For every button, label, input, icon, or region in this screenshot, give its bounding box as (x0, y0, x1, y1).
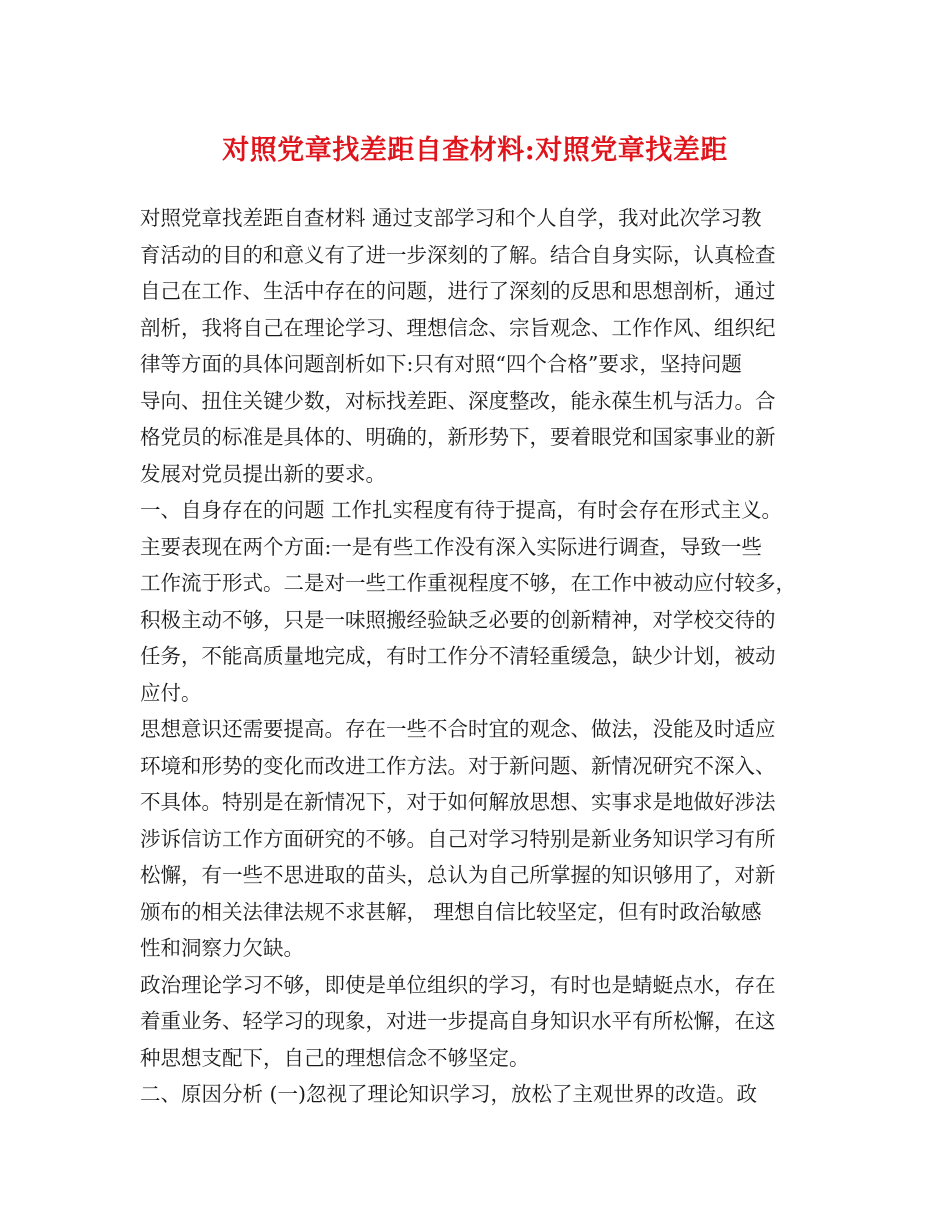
text-line: 对照党章找差距自查材料 通过支部学习和个人自学，我对此次学习教 (140, 206, 762, 230)
text-line: 不具体。特别是在新情况下，对于如何解放思想、实事求是地做好涉法 (140, 790, 776, 814)
document-title: 对照党章找差距自查材料:对照党章找差距 (222, 135, 728, 166)
text-line: 应付。 (140, 680, 202, 705)
text-line: 颁布的相关法律法规不求甚解， 理想自信比较坚定，但有时政治敏感 (140, 899, 762, 924)
text-line: 一、自身存在的问题 工作扎实程度有待于提高，有时会存在形式主义。 (140, 498, 783, 522)
text-line: 任务，不能高质量地完成，有时工作分不清轻重缓急，缺少计划，被动 (140, 644, 776, 668)
text-line: 格党员的标准是具体的、明确的，新形势下，要着眼党和国家事业的新 (140, 425, 776, 449)
text-line: 主要表现在两个方面:一是有些工作没有深入实际进行调查，导致一些 (140, 534, 762, 559)
text-line: 性和洞察力欠缺。 (140, 936, 304, 960)
text-line: 育活动的目的和意义有了进一步深刻的了解。结合自身实际，认真检查 (140, 242, 776, 267)
text-line: 积极主动不够，只是一味照搬经验缺乏必要的创新精神，对学校交待的 (140, 607, 776, 632)
document-body (140, 200, 820, 1113)
text-line: 律等方面的具体问题剖析如下:只有对照“四个合格”要求，坚持问题 (140, 352, 742, 376)
text-line: 环境和形势的变化而改进工作方法。对于新问题、新情况研究不深入、 (140, 753, 776, 778)
text-line: 剖析，我将自己在理论学习、理想信念、宗旨观念、工作作风、组织纪 (140, 315, 776, 340)
text-line: 涉诉信访工作方面研究的不够。自己对学习特别是新业务知识学习有所 (140, 826, 776, 851)
text-line: 发展对党员提出新的要求。 (140, 461, 386, 486)
text-line: 思想意识还需要提高。存在一些不合时宜的观念、做法，没能及时适应 (140, 717, 776, 741)
text-line: 政治理论学习不够，即使是单位组织的学习，有时也是蜻蜓点水，存在 (140, 972, 776, 997)
text-line: 种思想支配下，自己的理想信念不够坚定。 (140, 1045, 530, 1070)
text-line: 自己在工作、生活中存在的问题，进行了深刻的反思和思想剖析，通过 (140, 279, 776, 303)
text-line: 导向、扭住关键少数，对标找差距、深度整改，能永葆生机与活力。合 (140, 388, 776, 413)
text-line: 着重业务、轻学习的现象，对进一步提高自身知识水平有所松懈，在这 (140, 1009, 776, 1033)
text-line: 松懈，有一些不思进取的苗头，总认为自己所掌握的知识够用了，对新 (140, 863, 776, 887)
text-line: 工作流于形式。二是对一些工作重视程度不够，在工作中被动应付较多， (140, 571, 796, 595)
text-line: 二、原因分析 (一)忽视了理论知识学习，放松了主观世界的改造。政 (140, 1082, 758, 1106)
